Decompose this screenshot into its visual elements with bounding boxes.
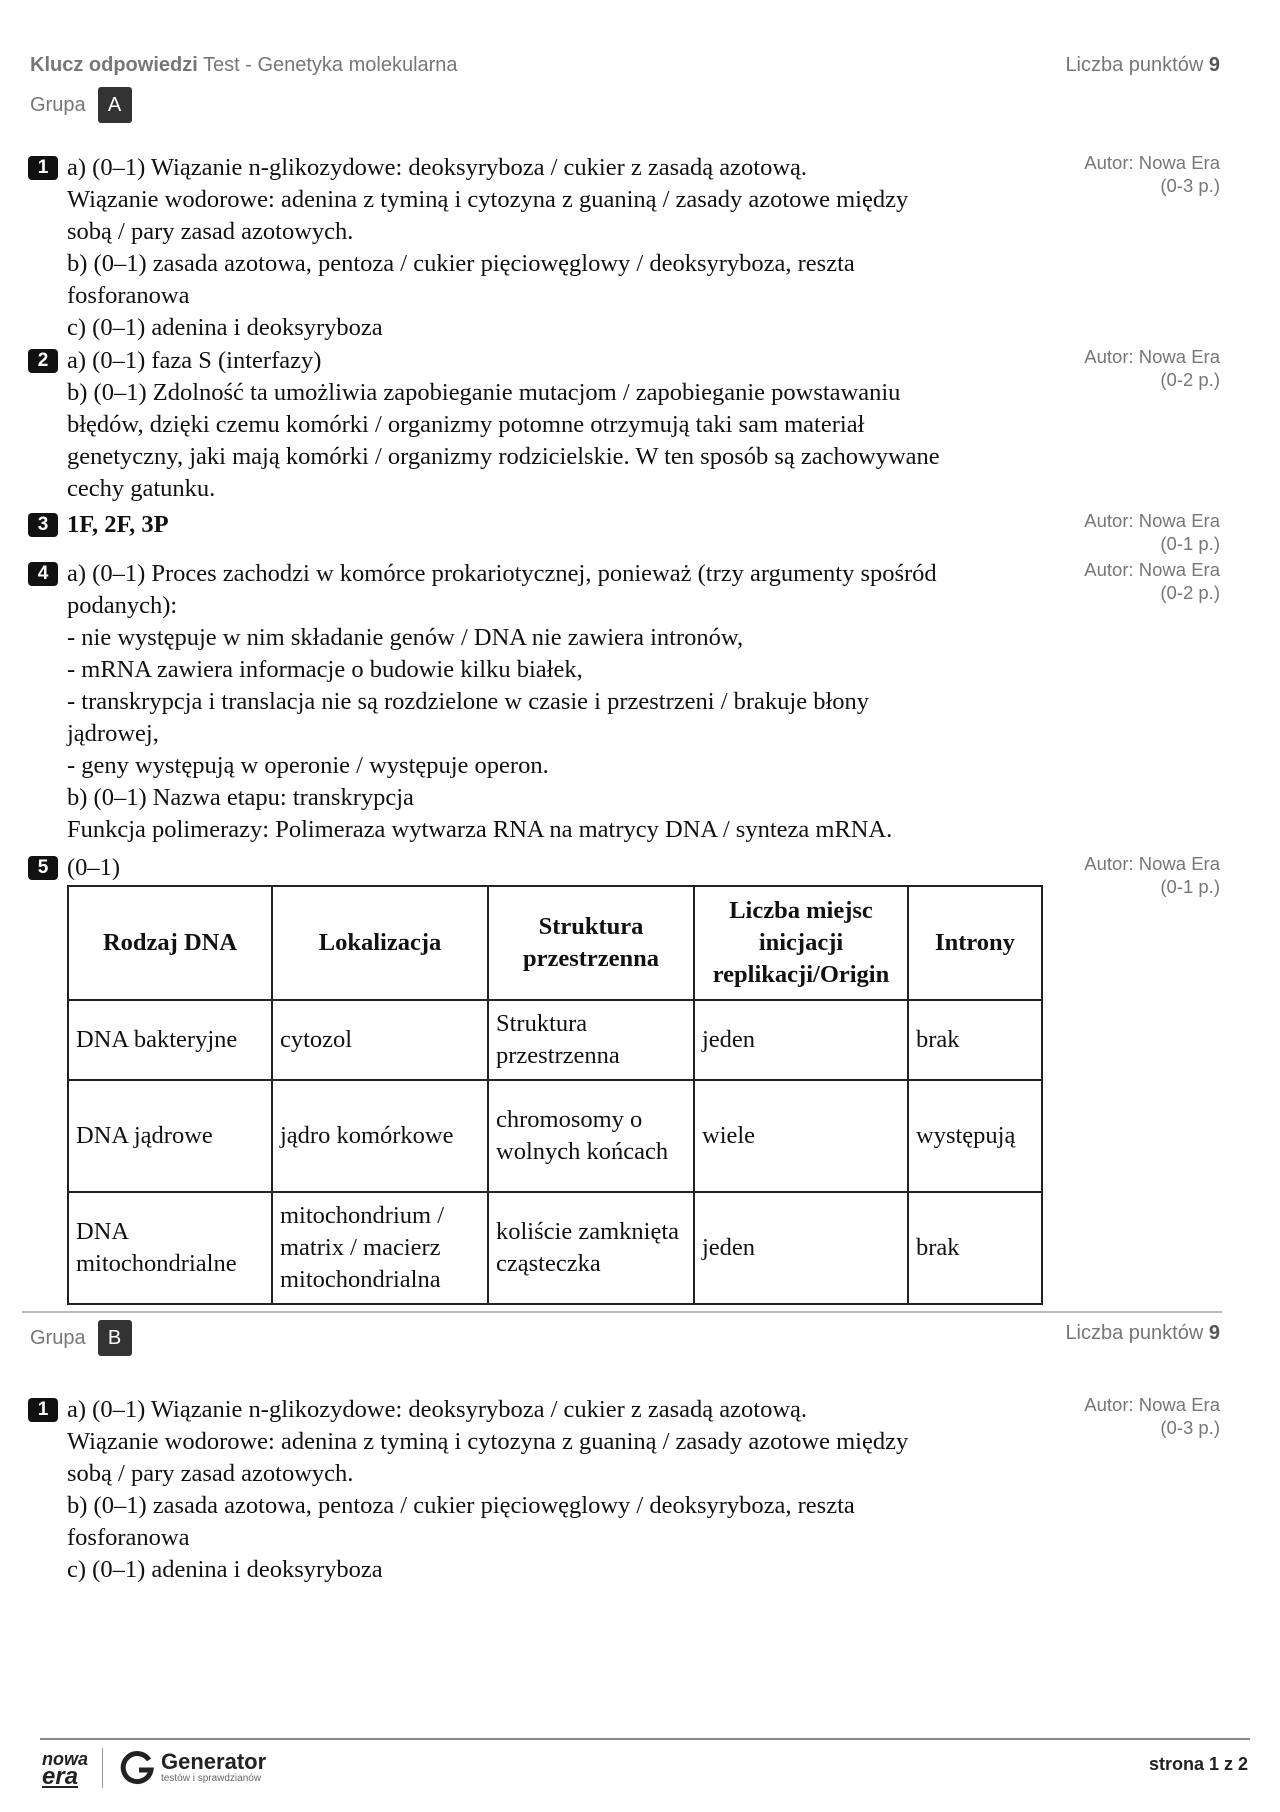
answer-line: c) (0–1) adenina i deoksyryboza (67, 1556, 383, 1583)
answer-line: b) (0–1) Zdolność ta umożliwia zapobieganie mutacjom / zapobieganie powstawaniu (67, 379, 901, 406)
document-header (30, 54, 458, 77)
answer-line: fosforanowa (67, 282, 190, 309)
group-a-label (30, 87, 132, 123)
table-cell: DNA jądrowe (68, 1080, 272, 1192)
author: Autor: Nowa Era (1084, 346, 1220, 367)
group-letter-badge: B (98, 1320, 132, 1356)
table-cell: koliście zamknięta cząsteczka (488, 1192, 694, 1304)
score: (0-3 p.) (1160, 1417, 1220, 1438)
table-cell: wiele (694, 1080, 908, 1192)
generator-g-icon (119, 1750, 155, 1786)
table-cell: mitochondrium / matrix / macierz mitochondrialna (272, 1192, 488, 1304)
answer-line: c) (0–1) adenina i deoksyryboza (67, 314, 383, 341)
table-row (68, 1080, 1042, 1192)
page-number: strona 1 z 2 (1148, 1754, 1248, 1774)
answer-line: Funkcja polimerazy: Polimeraza wytwarza RNA na matrycy DNA / synteza mRNA. (67, 816, 893, 843)
table-cell: brak (908, 1192, 1042, 1304)
score: (0-1 p.) (1160, 876, 1220, 897)
column-header: Introny (908, 886, 1042, 1000)
answer-line: genetyczny, jaki mają komórki / organizmy rodzicielskie. W ten sposób są zachowywane (67, 443, 940, 470)
question-3 (28, 509, 1048, 541)
answer-line: a) (0–1) Proces zachodzi w komórce prokariotycznej, ponieważ (trzy argumenty spośród (67, 560, 937, 587)
table-row (68, 1000, 1042, 1080)
score: (0-2 p.) (1160, 369, 1220, 390)
question-number: 2 (28, 349, 58, 373)
score: (0-3 p.) (1160, 175, 1220, 196)
logo-era: era (42, 1763, 79, 1790)
table-cell: jądro komórkowe (272, 1080, 488, 1192)
question-3-meta (1084, 509, 1220, 555)
question-1-meta (1084, 151, 1220, 197)
group-b-points (1065, 1322, 1220, 1345)
nowa-era-logo (42, 1749, 89, 1790)
question-number: 5 (28, 856, 58, 880)
column-header: Liczba miejsc inicjacji replikacji/Origin (694, 886, 908, 1000)
table-cell: DNA bakteryjne (68, 1000, 272, 1080)
test-name: Test - Genetyka molekularna (202, 54, 458, 76)
generator-title: Generator (161, 1749, 267, 1774)
question-2 (28, 345, 1048, 505)
table-row (68, 1192, 1042, 1304)
answer-line: sobą / pary zasad azotowych. (67, 218, 354, 245)
answer-line: b) (0–1) Nazwa etapu: transkrypcja (67, 784, 414, 811)
answer-line: cechy gatunku. (67, 475, 216, 502)
points-value: 9 (1208, 54, 1220, 76)
answer-line: - geny występują w operonie / występuje operon. (67, 752, 549, 779)
column-header: Rodzaj DNA (68, 886, 272, 1000)
generator-subtitle: testów i sprawdzianów (161, 1773, 262, 1784)
question-1-a (28, 152, 1048, 344)
points-value: 9 (1208, 1322, 1220, 1344)
question-1-b-meta (1084, 1393, 1220, 1439)
logo-separator (102, 1748, 103, 1788)
score: (0-1 p.) (1160, 533, 1220, 554)
table-cell: jeden (694, 1192, 908, 1304)
table-cell: jeden (694, 1000, 908, 1080)
table-cell: występują (908, 1080, 1042, 1192)
answer-line: b) (0–1) zasada azotowa, pentoza / cukier pięciowęglowy / deoksyryboza, reszta (67, 250, 855, 277)
answer-line: błędów, dzięki czemu komórki / organizmy potomne otrzymują taki sam materiał (67, 411, 865, 438)
question-number: 3 (28, 513, 58, 537)
answer-line: 1F, 2F, 3P (67, 511, 169, 538)
footer-rule (40, 1738, 1250, 1740)
table-cell: Struktura przestrzenna (488, 1000, 694, 1080)
answer-line: Wiązanie wodorowe: adenina z tyminą i cytozyna z guaniną / zasady azotowe między (67, 186, 909, 213)
answer-line: a) (0–1) Wiązanie n-glikozydowe: deoksyryboza / cukier z zasadą azotową. (67, 1396, 808, 1423)
points-label: Liczba punktów (1065, 1322, 1204, 1344)
table-cell: cytozol (272, 1000, 488, 1080)
points-total (1065, 54, 1220, 77)
points-label: Liczba punktów (1065, 54, 1204, 76)
answer-line: b) (0–1) zasada azotowa, pentoza / cukier pięciowęglowy / deoksyryboza, reszta (67, 1492, 855, 1519)
footer-logos (42, 1748, 266, 1788)
group-label-text: Grupa (30, 1326, 86, 1349)
author: Autor: Nowa Era (1084, 853, 1220, 874)
answer-line: a) (0–1) faza S (interfazy) (67, 347, 322, 374)
question-number: 1 (28, 1398, 58, 1422)
group-b-label (30, 1320, 132, 1356)
answer-line: - mRNA zawiera informacje o budowie kilku białek, (67, 656, 583, 683)
generator-logo-text (161, 1751, 266, 1785)
question-number: 1 (28, 156, 58, 180)
logo-nowa: nowa (42, 1749, 89, 1769)
answer-line: (0–1) (67, 854, 121, 881)
question-number: 4 (28, 562, 58, 586)
answer-line: Wiązanie wodorowe: adenina z tyminą i cytozyna z guaniną / zasady azotowe między (67, 1428, 909, 1455)
group-letter-badge: A (98, 87, 132, 123)
author: Autor: Nowa Era (1084, 559, 1220, 580)
answer-line: sobą / pary zasad azotowych. (67, 1460, 354, 1487)
answer-line: - nie występuje w nim składanie genów / DNA nie zawiera intronów, (67, 624, 744, 651)
author: Autor: Nowa Era (1084, 510, 1220, 531)
table-header-row (68, 886, 1042, 1000)
group-divider (22, 1311, 1222, 1313)
author: Autor: Nowa Era (1084, 1394, 1220, 1415)
answer-line: - transkrypcja i translacja nie są rozdzielone w czasie i przestrzeni / brakuje błony (67, 688, 870, 715)
column-header: Lokalizacja (272, 886, 488, 1000)
answer-line: jądrowej, (67, 720, 159, 747)
question-5-meta (1084, 852, 1220, 898)
dna-table (67, 885, 1043, 1305)
score: (0-2 p.) (1160, 582, 1220, 603)
answer-line: podanych): (67, 592, 178, 619)
table-cell: brak (908, 1000, 1042, 1080)
answer-line: a) (0–1) Wiązanie n-glikozydowe: deoksyryboza / cukier z zasadą azotową. (67, 154, 808, 181)
table-cell: chromosomy o wolnych końcach (488, 1080, 694, 1192)
author: Autor: Nowa Era (1084, 152, 1220, 173)
group-label-text: Grupa (30, 93, 86, 116)
doc-type: Klucz odpowiedzi (30, 54, 198, 76)
question-1-b (28, 1394, 1048, 1586)
question-5 (28, 852, 1048, 884)
question-4 (28, 558, 1048, 846)
table-cell: DNA mitochondrialne (68, 1192, 272, 1304)
column-header: Struktura przestrzenna (488, 886, 694, 1000)
question-4-meta (1084, 558, 1220, 604)
answer-line: fosforanowa (67, 1524, 190, 1551)
question-2-meta (1084, 345, 1220, 391)
